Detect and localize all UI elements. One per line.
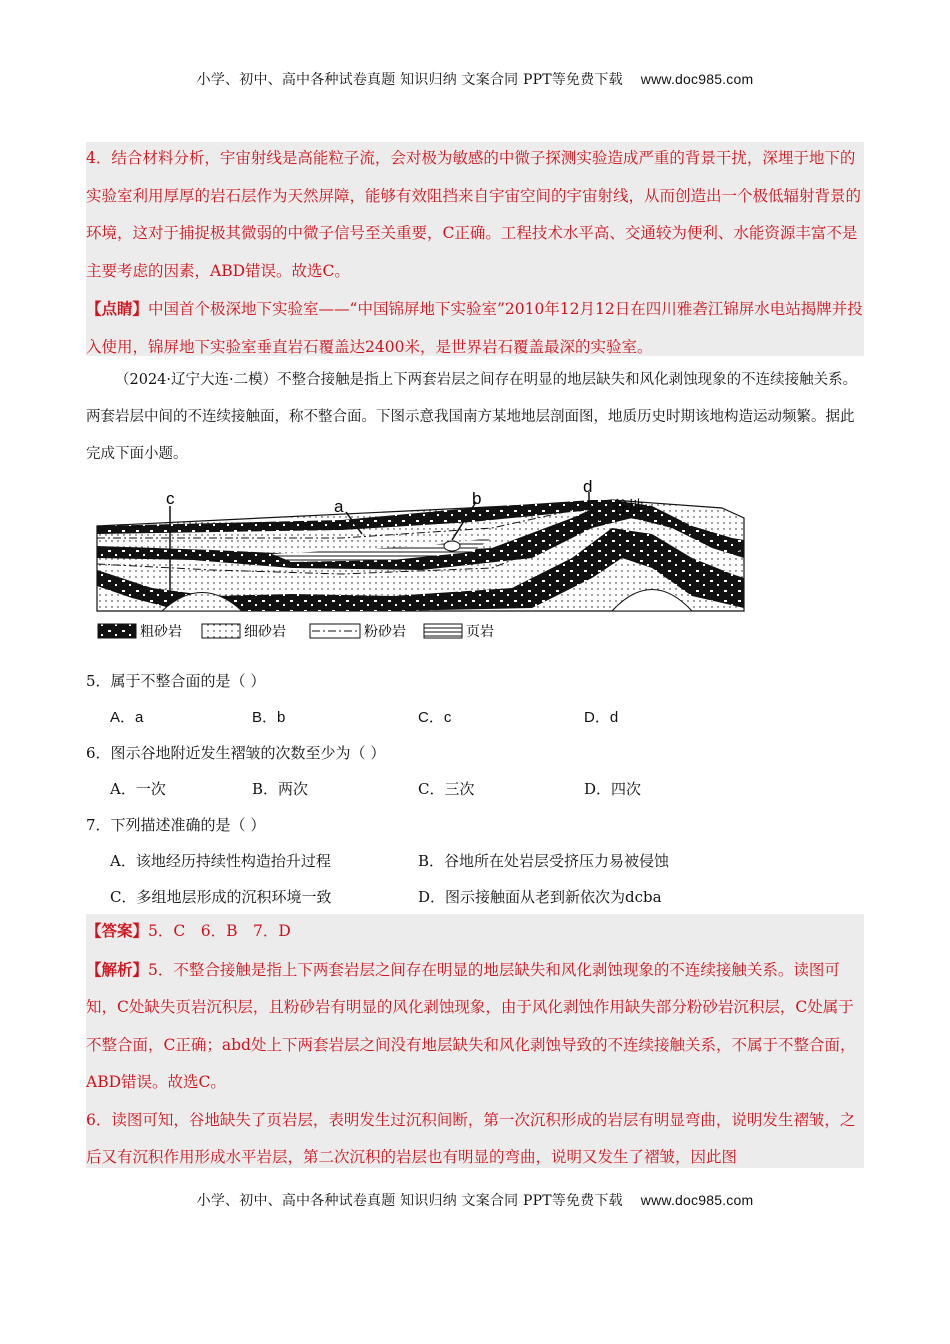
- q6-option-a[interactable]: A．一次: [110, 780, 166, 798]
- legend-shale: 页岩: [466, 624, 494, 640]
- label-valley: 谷地: [612, 497, 645, 516]
- geologic-cross-section-figure: [92, 478, 752, 648]
- q5-option-a[interactable]: A．a: [110, 709, 144, 726]
- answer-text: 5．C 6．B 7．D: [148, 922, 291, 940]
- legend-swatch-coarse: [98, 624, 136, 638]
- label-a: a: [334, 497, 344, 516]
- q5-option-c[interactable]: C．c: [418, 709, 452, 726]
- legend-silt: 粉砂岩: [364, 624, 406, 640]
- question-7-stem: 7．下列描述准确的是（ ）: [86, 816, 266, 834]
- page-header: [0, 69, 950, 89]
- question-6-stem: 6．图示谷地附近发生褶皱的次数至少为（ ）: [86, 744, 386, 762]
- footer-text: 小学、初中、高中各种试卷真题 知识归纳 文案合同 PPT等免费下载: [196, 1193, 623, 1209]
- analysis-label: 【解析】: [86, 959, 149, 979]
- q7-option-a[interactable]: A．该地经历持续性构造抬升过程: [110, 852, 331, 870]
- tip-text: 中国首个极深地下实验室——“中国锦屏地下实验室”2010年12月12日在四川雅砻江锦屏水电站揭牌并投入使用，锦屏地下实验室垂直岩石覆盖达2400米，是世界岩石覆盖最深的实验室。: [86, 300, 863, 356]
- question-intro: （2024·辽宁大连·二模）不整合接触是指上下两套岩层之间存在明显的地层缺失和风化剥蚀现象的不连续接触关系。两套岩层中间的不连续接触面，称不整合面。下图示意我国南方某地地层剖面图，地质历史时期该地构造运动频繁。据此完成下面小题。: [86, 372, 858, 462]
- answer4-tip: [86, 290, 864, 366]
- legend-fine: 细砂岩: [244, 624, 286, 640]
- legend-swatch-fine: [202, 624, 240, 638]
- q7-option-b[interactable]: B．谷地所在处岩层受挤压力易被侵蚀: [418, 852, 670, 870]
- q7-option-c[interactable]: C．多组地层形成的沉积环境一致: [110, 888, 332, 906]
- analysis-5-text: 5．不整合接触是指上下两套岩层之间存在明显的地层缺失和风化剥蚀现象的不连续接触关系。读图可知，C处缺失页岩沉积层，且粉砂岩有明显的风化剥蚀现象，由于风化剥蚀作用缺失部分粉砂岩沉积层，C处属于不整合面，C正确；abd处上下两套岩层之间没有地层缺失和风化剥蚀导致的不连续接触关系，不属于不整合面，ABD错误。故选C。: [86, 960, 856, 1091]
- answer-label: 【答案】: [86, 921, 149, 940]
- answer-line: [86, 912, 864, 951]
- q7-option-d[interactable]: D．图示接触面从老到新依次为dcba: [418, 888, 662, 906]
- footer-site[interactable]: www.doc985.com: [640, 1192, 754, 1208]
- answer4-block: [86, 140, 864, 366]
- legend-swatch-shale: [424, 624, 462, 638]
- analysis-6: 6．读图可知，谷地缺失了页岩层，表明发生过沉积间断，第一次沉积形成的岩层有明显弯曲，说明发生褶皱，之后又有沉积作用形成水平岩层，第二次沉积的岩层也有明显的弯曲，说明又发生了褶皱，因此图: [86, 1110, 856, 1166]
- tip-label: 【点睛】: [86, 299, 149, 318]
- label-b: b: [472, 489, 482, 508]
- q5-option-b[interactable]: B．b: [252, 709, 286, 726]
- answer4-text: 4．结合材料分析，宇宙射线是高能粒子流，会对极为敏感的中微子探测实验造成严重的背景干扰，深埋于地下的实验室利用厚厚的岩石层作为天然屏障，能够有效阻挡来自宇宙空间的宇宙射线，从而创造出一个极低辐射背景的环境，这对于捕捉极其微弱的中微子信号至关重要，C正确。工程技术水平高、交通较为便利、水能资源丰富不是主要考虑的因素，ABD错误。故选C。: [86, 149, 862, 280]
- label-c: c: [166, 489, 175, 508]
- answer-block: [86, 912, 864, 1177]
- label-d: d: [583, 478, 593, 496]
- analysis-5: [86, 951, 864, 1102]
- q6-option-b[interactable]: B．两次: [252, 780, 309, 798]
- header-site[interactable]: www.doc985.com: [640, 71, 754, 87]
- header-text: 小学、初中、高中各种试卷真题 知识归纳 文案合同 PPT等免费下载: [196, 72, 623, 88]
- q5-option-d[interactable]: D．d: [584, 709, 619, 726]
- q6-option-c[interactable]: C．三次: [418, 780, 475, 798]
- question-5-stem: 5．属于不整合面的是（ ）: [86, 672, 266, 690]
- page-footer: [0, 1190, 950, 1210]
- q6-option-d[interactable]: D．四次: [584, 780, 642, 798]
- legend-coarse: 粗砂岩: [140, 624, 182, 640]
